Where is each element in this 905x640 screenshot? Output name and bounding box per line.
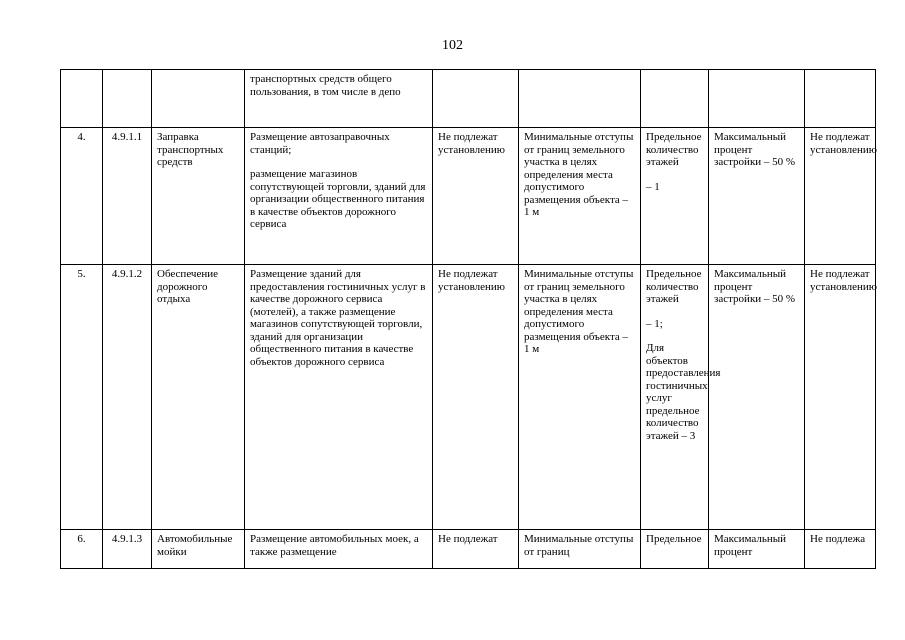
- coverage-cell: Максимальный процент застройки – 50 %: [709, 265, 805, 530]
- type-name: [152, 70, 245, 128]
- min-area-cell: Не подлежат установлению: [433, 265, 519, 530]
- type-description: [245, 128, 433, 265]
- coverage-cell: Максимальный процент: [709, 530, 805, 569]
- table-row: [61, 128, 876, 265]
- other-cell: Не подлежат установлению: [805, 265, 876, 530]
- min-area-cell: Не подлежат: [433, 530, 519, 569]
- setbacks-cell: Минимальные отступы от границ: [519, 530, 641, 569]
- description-paragraph: Размещение зданий для предоставления гостиничных услуг в качестве дорожного сервиса (мотелей), а также размещение магазинов сопутствующей торговли, зданий для организации общественного питания в качестве объектов дорожного сервиса: [250, 268, 426, 368]
- floors-cell: [641, 70, 709, 128]
- row-number: 4.: [61, 128, 103, 265]
- table-row: [61, 265, 876, 530]
- floors-paragraph: – 1: [646, 180, 660, 193]
- floors-paragraph: Для объектов предоставления гостиничных услуг предельное количество этажей – 3: [646, 342, 721, 442]
- type-name: Автомобильные мойки: [152, 530, 245, 569]
- setbacks-cell: Минимальные отступы от границ земельного участка в целях определения места допустимого размещения объекта – 1 м: [519, 128, 641, 265]
- type-description: [245, 70, 433, 128]
- description-paragraph: размещение магазинов сопутствующей торговли, зданий для организации общественного питания в качестве объектов дорожного сервиса: [250, 168, 426, 230]
- row-number: [61, 70, 103, 128]
- other-cell: [805, 70, 876, 128]
- description-paragraph: Размещение автозаправочных станций;: [250, 131, 390, 156]
- type-description: [245, 265, 433, 530]
- setbacks-cell: Минимальные отступы от границ земельного участка в целях определения места допустимого размещения объекта – 1 м: [519, 265, 641, 530]
- floors-cell: [641, 265, 721, 530]
- other-cell: Не подлежат установлению: [805, 128, 876, 265]
- type-code: 4.9.1.3: [103, 530, 152, 569]
- regulations-table: [60, 69, 876, 569]
- type-code: 4.9.1.2: [103, 265, 152, 530]
- type-name: Заправка транспортных средств: [152, 128, 245, 265]
- min-area-cell: [433, 70, 519, 128]
- floors-paragraph: Предельное: [646, 533, 702, 545]
- table-row: [61, 70, 876, 128]
- min-area-cell: Не подлежат установлению: [433, 128, 519, 265]
- floors-paragraph: – 1;: [646, 317, 663, 330]
- row-number: 6.: [61, 530, 103, 569]
- coverage-cell: [709, 70, 805, 128]
- type-description: [245, 530, 433, 569]
- type-code: [103, 70, 152, 128]
- description-paragraph: Размещение автомобильных моек, а также размещение: [250, 533, 419, 558]
- description-paragraph: транспортных средств общего пользования, в том числе в депо: [250, 73, 401, 98]
- floors-cell: [641, 530, 709, 569]
- row-number: 5.: [61, 265, 103, 530]
- floors-paragraph: Предельное количество этажей: [646, 268, 702, 305]
- type-name: Обеспечение дорожного отдыха: [152, 265, 245, 530]
- floors-cell: [641, 128, 709, 265]
- floors-paragraph: Предельное количество этажей: [646, 131, 702, 168]
- coverage-cell: Максимальный процент застройки – 50 %: [709, 128, 805, 265]
- setbacks-cell: [519, 70, 641, 128]
- type-code: 4.9.1.1: [103, 128, 152, 265]
- page-number: 102: [442, 38, 463, 53]
- table-row: [61, 530, 876, 569]
- other-cell: Не подлежа: [805, 530, 876, 569]
